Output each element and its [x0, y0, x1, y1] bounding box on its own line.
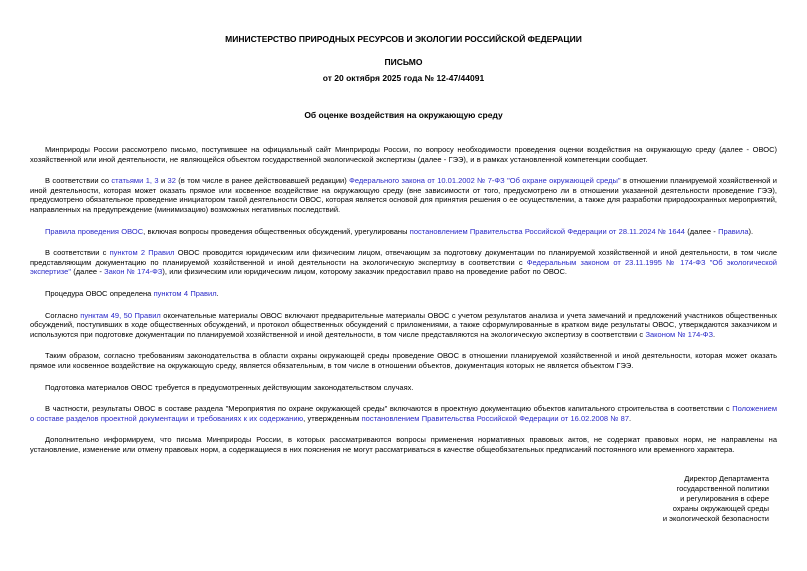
paragraph-text: ).: [748, 226, 754, 236]
paragraph-6: [30, 311, 777, 340]
document-type: ПИСЬМО: [384, 57, 423, 67]
letter-body: [30, 145, 777, 454]
paragraph-text: в отношении планируемой хозяйственной и иной деятельности, которая может оказать прямое или косвенное воздействие на окружающую среду (вне зависимости от того, предусмотрено ли в отношении указанной деятельности проведение ГЭЭ), предусмотрено обязательное проведение инициатором такой деятельности ОВОС, которая является основой для принятия решения о ее осуществлении, а также для разработки природоохранных мероприятий, направленных на предупреждение (минимизацию) возможных негативных последствий.: [30, 176, 777, 214]
paragraph-text: .: [713, 329, 716, 339]
document-date-number: от 20 октября 2025 года № 12-47/44091: [322, 73, 485, 83]
signature-line: Директор Департамента: [684, 474, 769, 484]
paragraph-text: Процедура ОВОС определена: [45, 288, 154, 298]
legal-reference-link[interactable]: статьями 1, 3: [111, 176, 159, 186]
signature-block: [30, 474, 777, 524]
paragraph-1: [30, 145, 777, 164]
paragraph-5: [30, 289, 777, 299]
paragraph-text: окончательные материалы ОВОС включают предварительные материалы ОВОС с учетом результатов анализа и учета замечаний и предложений участников общественных обсуждений, поступивших в ходе общественных обсуждений, и протокол общественных обсуждений с приложениями, а также сформулированные в кратком виде результаты ОВОС, утверждаются заказчиком и используются при подготовке документации по планируемой хозяйственной и иной деятельности, в том числе представляются на экологическую экспертизу в соответствии с: [30, 310, 777, 339]
paragraph-text: В соответствии с: [45, 248, 110, 258]
legal-reference-link[interactable]: Федерального закона от 10.01.2002 № 7-ФЗ "Об охране окружающей среды": [349, 176, 621, 186]
legal-reference-link[interactable]: 32: [167, 176, 176, 186]
paragraph-text: В соответствии со: [45, 176, 112, 186]
paragraph-text: Дополнительно информируем, что письма Минприроды России, в которых рассматриваются вопросы применения нормативных правовых актов, не содержат правовых норм, не направлены на установление, изменение или отмену правовых норм, а содержащиеся в них пояснения не могут рассматриваться в качестве общеобязательных предписаний постоянного или временного характера.: [30, 435, 777, 454]
paragraph-10: [30, 435, 777, 454]
paragraph-text: ), или физическим или юридическим лицом, которому заказчик предоставил право на проведение работ по ОВОС.: [162, 267, 568, 277]
legal-reference-link[interactable]: Правила: [718, 226, 749, 236]
paragraph-text: Согласно: [45, 310, 81, 320]
paragraph-text: .: [629, 413, 632, 423]
paragraph-text: (в том числе в ранее действовавшей редакции): [175, 176, 350, 186]
paragraph-2: [30, 176, 777, 214]
paragraph-text: , утвержденным: [303, 413, 362, 423]
paragraph-9: [30, 404, 777, 423]
paragraph-text: (далее -: [684, 226, 719, 236]
legal-reference-link[interactable]: пунктам 49, 50 Правил: [80, 310, 161, 320]
legal-reference-link[interactable]: Закон № 174-ФЗ: [104, 267, 163, 277]
legal-reference-link[interactable]: пунктом 2 Правил: [109, 248, 175, 258]
paragraph-7: [30, 351, 777, 370]
signature-line: государственной политики: [676, 484, 769, 494]
paragraph-8: [30, 383, 777, 393]
paragraph-3: [30, 227, 777, 237]
ministry-name: МИНИСТЕРСТВО ПРИРОДНЫХ РЕСУРСОВ И ЭКОЛОГИИ РОССИЙСКОЙ ФЕДЕРАЦИИ: [225, 34, 582, 44]
paragraph-text: Таким образом, согласно требованиям законодательства в области охраны окружающей среды проведение ОВОС в отношении планируемой хозяйственной и иной деятельности, которая может оказать прямое или косвенное воздействие на окружающую среду, является обязательным, в том числе в отношении объектов, документация которых не является объектом ГЭЭ.: [30, 351, 777, 370]
paragraph-text: Минприроды России рассмотрело письмо, поступившее на официальный сайт Минприроды России, по вопросу необходимости проведения оценки воздействия на окружающую среду (далее - ОВОС) хозяйственной или иной деятельности, не являющейся объектом государственной экологической экспертизы (далее - ГЭЭ), и в рамках установленной компетенции сообщает.: [30, 145, 777, 164]
paragraph-text: ОВОС проводится юридическим или физическим лицом, отвечающим за подготовку документации по планируемой хозяйственной и иной деятельности, в том числе представляющим документацию по планируемой хозяйственной и иной деятельности на экологическую экспертизу в соответствии с: [30, 248, 777, 267]
paragraph-text: и: [158, 176, 168, 186]
legal-reference-link[interactable]: постановлением Правительства Российской Федерации от 28.11.2024 № 1644: [409, 226, 685, 236]
paragraph-text: Подготовка материалов ОВОС требуется в предусмотренных действующим законодательством случаях.: [45, 382, 414, 392]
paragraph-text: , включая вопросы проведения общественных обсуждений, урегулированы: [143, 226, 410, 236]
document-subject: Об оценке воздействия на окружающую среду: [304, 110, 503, 120]
legal-reference-link[interactable]: Законом № 174-ФЗ: [645, 329, 714, 339]
paragraph-4: [30, 248, 777, 277]
paragraph-text: В частности, результаты ОВОС в составе раздела "Мероприятия по охране окружающей среды" включаются в проектную документацию объектов капитального строительства в соответствии с: [45, 404, 733, 414]
signature-line: и экологической безопасности: [662, 514, 769, 524]
legal-reference-link[interactable]: Положением о составе разделов проектной документации и требованиях к их содержанию: [30, 404, 777, 423]
legal-reference-link[interactable]: пунктом 4 Правил: [153, 288, 217, 298]
legal-reference-link[interactable]: Правила проведения ОВОС: [45, 226, 144, 236]
legal-reference-link[interactable]: постановлением Правительства Российской Федерации от 16.02.2008 № 87: [361, 413, 630, 423]
signature-line: охраны окружающей среды: [672, 504, 769, 514]
legal-reference-link[interactable]: Федеральным законом от 23.11.1995 № 174-ФЗ "Об экологической экспертизе": [30, 257, 777, 277]
signature-line: и регулирования в сфере: [680, 494, 769, 504]
paragraph-text: .: [216, 288, 219, 298]
paragraph-text: (далее -: [71, 267, 105, 277]
